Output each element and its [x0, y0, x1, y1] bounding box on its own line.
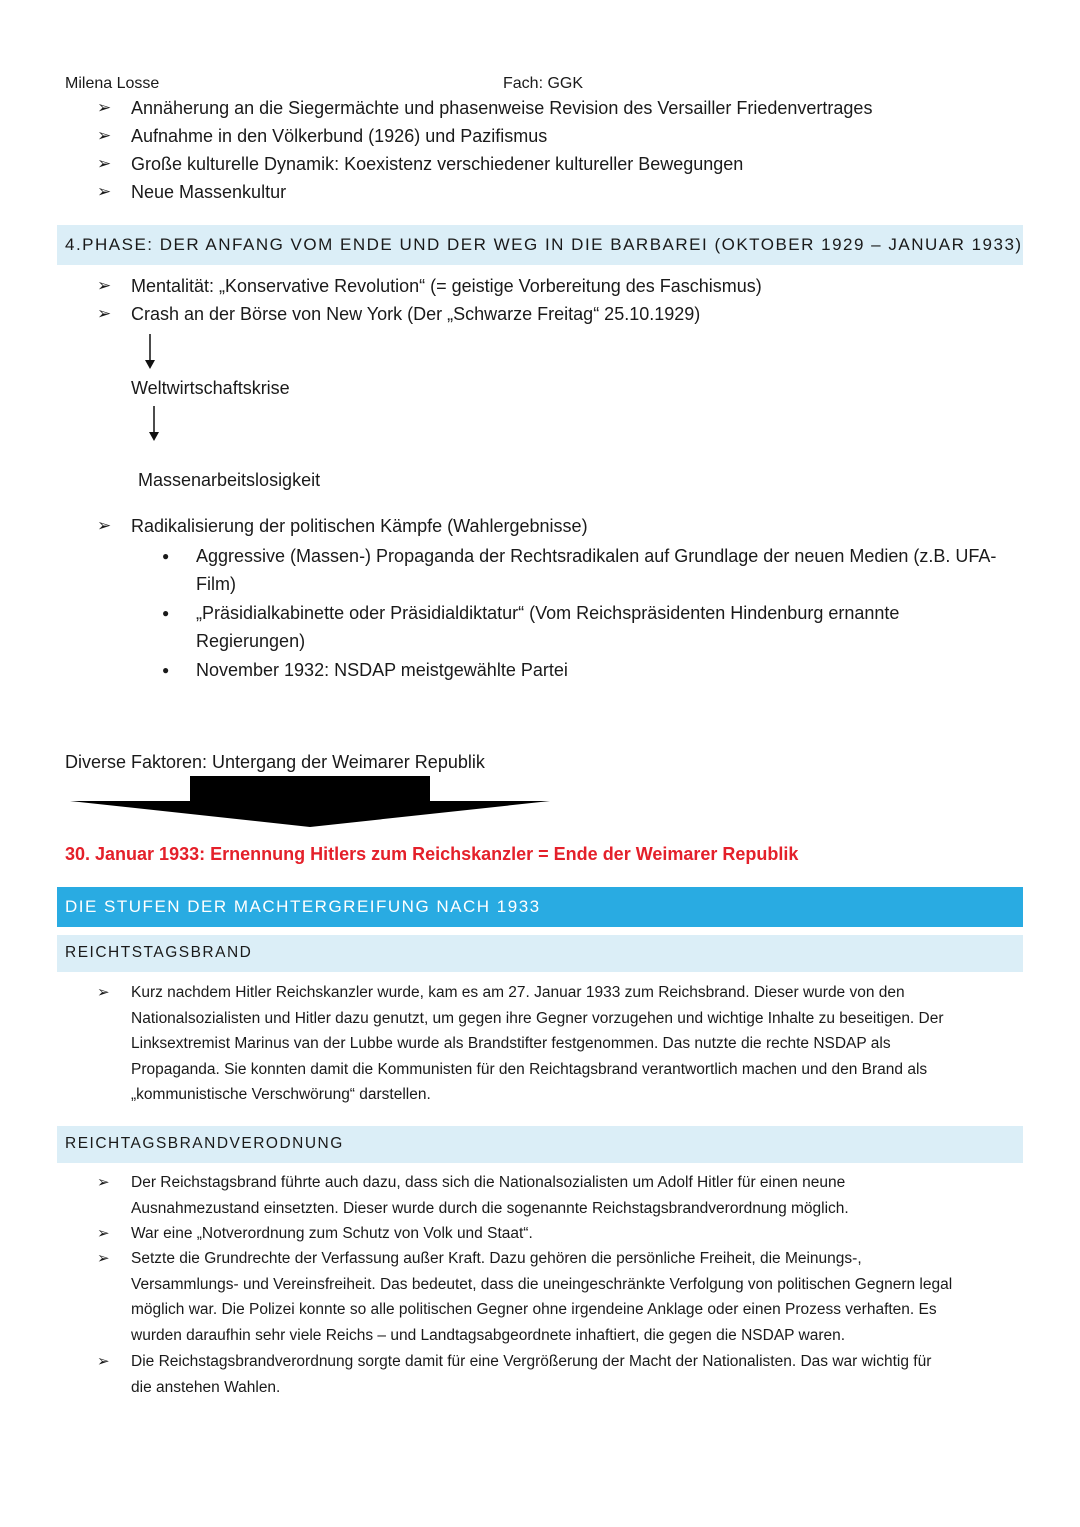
list-item: ➢ Kurz nachdem Hitler Reichskanzler wurde, kam es am 27. Januar 1933 zum Reichsbrand. Dieser wurde von den Nationalsozialisten und Hitler dazu genutzt, um gegen ihre Gegner vorzugehen und wichtige Inhalte zu beseitigen. Der Linksextremist Marinus van der Lubbe wurde als Brandstifter festgenommen. Das nutzte die rechte NSDAP als Propaganda. Sie konnten damit die Kommunisten für den Reichtagsbrand verantwortlich machen und den Brand als „kommunistische Verschwörung“ darstellen. [97, 980, 1022, 1108]
dot-bullet-icon: ● [162, 549, 170, 563]
list-item: ➢ Mentalität: „Konservative Revolution“ (= geistige Vorbereitung des Faschismus) [97, 272, 1017, 300]
list-item: ➢ Crash an der Börse von New York (Der „Schwarze Freitag“ 25.10.1929) [97, 300, 1017, 328]
big-down-arrow-icon [68, 776, 554, 830]
subsection-heading-verordnung: REICHTAGSBRANDVERODNUNG [57, 1126, 1023, 1163]
end-statement: 30. Januar 1933: Ernennung Hitlers zum Reichskanzler = Ende der Weimarer Republik [65, 844, 799, 864]
arrow-bullet-icon: ➢ [97, 182, 112, 201]
author-name: Milena Losse [65, 75, 160, 92]
arrow-bullet-icon: ➢ [97, 984, 110, 1001]
list-item: ➢ Annäherung an die Siegermächte und phasenweise Revision des Versailler Friedenvertrages [97, 94, 1017, 122]
list-item: ➢ Neue Massenkultur [97, 178, 1017, 206]
list-item: ➢ Der Reichstagsbrand führte auch dazu, dass sich die Nationalsozialisten um Adolf Hitler für einen neune Ausnahmezustand einsetzten. Dieser wurde durch die sogenannte Reichstagsbrandverordnung möglich. [97, 1170, 1022, 1221]
list-item: ➢ Große kulturelle Dynamik: Koexistenz verschiedener kultureller Bewegungen [97, 150, 1017, 178]
dot-bullet-icon: ● [162, 606, 170, 620]
arrow-bullet-icon: ➢ [97, 276, 112, 295]
arrow-bullet-icon: ➢ [97, 1225, 110, 1242]
section-heading-phase4: 4.PHASE: DER ANFANG VOM ENDE UND DER WEG IN DIE BARBAREI (OKTOBER 1929 – JANUAR 1933) [57, 225, 1023, 265]
sub-list-item: ● November 1932: NSDAP meistgewählte Partei [162, 656, 1022, 684]
dot-bullet-icon: ● [162, 663, 170, 677]
list-item: ➢ Radikalisierung der politischen Kämpfe (Wahlergebnisse) [97, 512, 1017, 540]
sub-list-item: ● „Präsidialkabinette oder Präsidialdiktatur“ (Vom Reichspräsidenten Hindenburg ernannte Regierungen) [162, 599, 1022, 655]
list-item: ➢ Aufnahme in den Völkerbund (1926) und Pazifismus [97, 122, 1017, 150]
arrow-bullet-icon: ➢ [97, 1174, 110, 1191]
chain-item: Weltwirtschaftskrise [131, 378, 290, 398]
arrow-bullet-icon: ➢ [97, 304, 112, 323]
arrow-bullet-icon: ➢ [97, 516, 112, 535]
list-item: ➢ War eine „Notverordnung zum Schutz von Volk und Staat“. [97, 1221, 1022, 1247]
factors-text: Diverse Faktoren: Untergang der Weimarer Republik [65, 752, 485, 772]
list-item: ➢ Setzte die Grundrechte der Verfassung außer Kraft. Dazu gehören die persönliche Freiheit, die Meinungs-, Versammlungs- und Vereinsfreiheit. Das bedeutet, dass die uneingeschränkte Verfolgung von politischen Gegnern legal möglich war. Die Polizei konnte so alle politischen Gegner ohne irgendeine Anklage oder einen Prozess verhaften. Es wurden daraufhin sehr viele Reichs – und Landtagsabgeordnete inhaftiert, die gegen die NSDAP waren. [97, 1246, 1022, 1348]
arrow-bullet-icon: ➢ [97, 154, 112, 173]
down-arrow-icon [142, 332, 158, 372]
arrow-bullet-icon: ➢ [97, 126, 112, 145]
section-heading-stufen: DIE STUFEN DER MACHTERGREIFUNG NACH 1933 [57, 887, 1023, 927]
arrow-bullet-icon: ➢ [97, 98, 112, 117]
chain-item: Massenarbeitslosigkeit [138, 470, 321, 490]
arrow-bullet-icon: ➢ [97, 1250, 110, 1267]
subject-label: Fach: GGK [503, 75, 584, 92]
subsection-heading-brand: REICHTSTAGSBRAND [57, 935, 1023, 972]
arrow-bullet-icon: ➢ [97, 1353, 110, 1370]
sub-list-item: ● Aggressive (Massen-) Propaganda der Rechtsradikalen auf Grundlage der neuen Medien (z.B. UFA- Film) [162, 542, 1022, 598]
list-item: ➢ Die Reichstagsbrandverordnung sorgte damit für eine Vergrößerung der Macht der Nationalisten. Das war wichtig für die anstehen Wahlen. [97, 1349, 1022, 1400]
down-arrow-icon [146, 404, 162, 444]
